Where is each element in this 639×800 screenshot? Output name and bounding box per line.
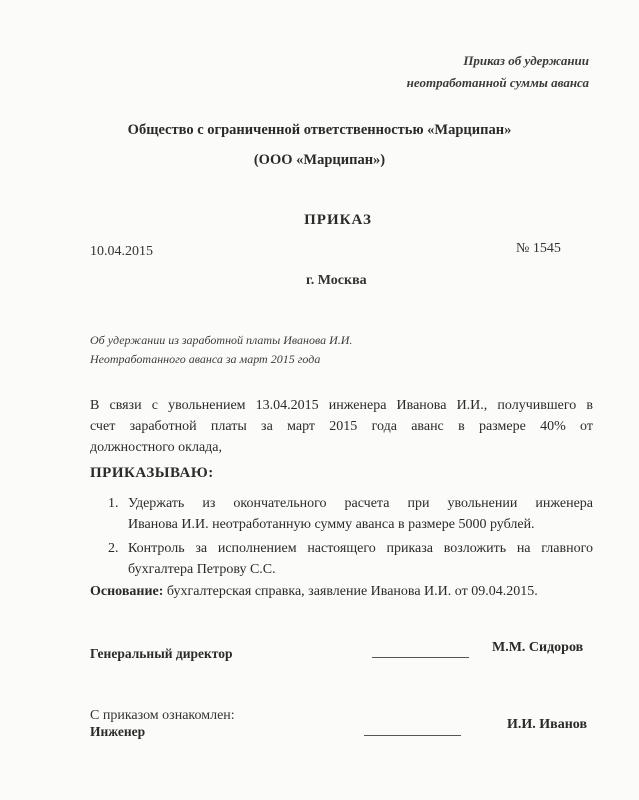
list-item-line2: Иванова И.И. неотработанную сумму аванса в размере 5000 рублей. [128,517,535,532]
basis-label: Основание: [90,584,164,599]
preamble-paragraph [90,395,593,458]
order-items-list [108,493,593,583]
employee-signature-line [364,735,461,736]
employee-name: И.И. Иванов [507,717,588,732]
subject-line1: Об удержании из заработной платы Иванова И.И. [90,333,353,347]
subject-line2: Неотработанного аванса за март 2015 года [90,352,321,366]
order-city: г. Москва [306,273,367,288]
director-name: М.М. Сидоров [492,640,584,655]
order-heading: ПРИКАЗЫВАЮ: [90,465,214,481]
preamble-line1: В связи с увольнением 13.04.2015 инженера Иванова И.И., получившего в [90,398,593,413]
organization-short-name: (ООО «Марципан») [253,152,386,168]
order-number: № 1545 [516,241,561,256]
list-item [108,493,593,535]
acquainted-label: С приказом ознакомлен: [90,708,235,723]
list-item [108,538,593,580]
list-item-line1: Контроль за исполнением настоящего приказа возложить на главного [128,541,593,556]
list-item-number: 2. [108,541,119,556]
corner-title-line2: неотработанной суммы аванса [406,75,589,90]
basis-statement [90,584,538,600]
director-title: Генеральный директор [90,646,233,661]
order-date: 10.04.2015 [90,244,153,259]
preamble-line3: должностного оклада, [90,440,222,455]
preamble-line2: счет заработной платы за март 2015 года аванс в размере 40% от [90,419,593,434]
order-subject [90,331,352,369]
organization-full-name: Общество с ограниченной ответственностью «Марципан» [127,122,512,138]
list-item-number: 1. [108,496,119,511]
corner-title-line1: Приказ об удержании [463,53,589,68]
list-item-line2: бухгалтера Петрову С.С. [128,562,276,577]
basis-text: бухгалтерская справка, заявление Иванова И.И. от 09.04.2015. [166,584,538,599]
employee-title: Инженер [90,724,146,739]
director-signature-line [372,657,469,658]
list-item-line1: Удержать из окончательного расчета при увольнении инженера [128,496,593,511]
document-title: ПРИКАЗ [304,212,372,228]
